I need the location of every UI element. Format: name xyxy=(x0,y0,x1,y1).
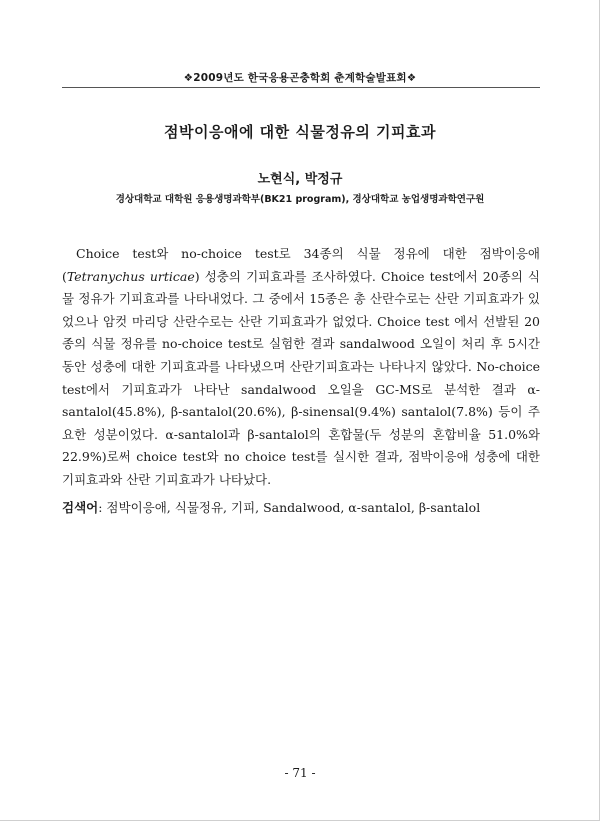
running-head: ❖2009년도 한국응용곤충학회 춘계학술발표회❖ xyxy=(183,72,417,84)
header-rule xyxy=(62,87,540,88)
abstract-text-1: Choice test와 no-choice test로 34종의 식물 정유에 대한 점박이응애( xyxy=(62,246,540,284)
keywords-label: 검색어 xyxy=(62,500,99,515)
keywords-separator: : xyxy=(98,500,107,515)
abstract-text-2: ) 성충의 기피효과를 조사하였다. Choice test에서 20종의 식물 정유가 기피효과를 나타내었다. 그 중에서 15종은 총 산란수로는 산란 기피효과가 있었으나 암컷 마리당 산란수로는 산란 기피효과가 없었다. Choice test 에서 선발된 20종의 식물 정유를 no-choice test로 실험한 결과 sandalwood 오일이 처리 후 5시간 동안 성충에 대한 기피효과를 나타냈으며 산란기피효과는 나타나지 않았다. No-choice test에서 기피효과가 나타난 sandalwood 오일을 GC-MS로 분석한 결과 α-santalol(45.8%), β-santalol(20.6%), β-sinensal(9.4%) santalol(7.8%) 등이 주요한 성분이었다. α-santalol과 β-santalol의 혼합물(두 성분의 혼합비율 51.0%와 22.9%)로써 choice test와 no choice test를 실시한 결과, 점박이응애 성충에 대한 기피효과와 산란 기피효과가 나타났다. xyxy=(62,268,540,487)
keywords-text: 점박이응애, 식물정유, 기피, Sandalwood, α-santalol, β-santalol xyxy=(106,500,481,515)
species-name: Tetranychus urticae xyxy=(66,268,195,284)
page-number: - 71 - xyxy=(284,766,316,780)
abstract-paragraph xyxy=(62,243,540,492)
paper-authors: 노현식, 박정규 xyxy=(257,172,343,187)
paper-affiliation: 경상대학교 대학원 응용생명과학부(BK21 program), 경상대학교 농업생명과학연구원 xyxy=(115,194,485,205)
paper-title: 점박이응애에 대한 식물정유의 기피효과 xyxy=(164,123,436,141)
keywords-line xyxy=(62,498,540,518)
